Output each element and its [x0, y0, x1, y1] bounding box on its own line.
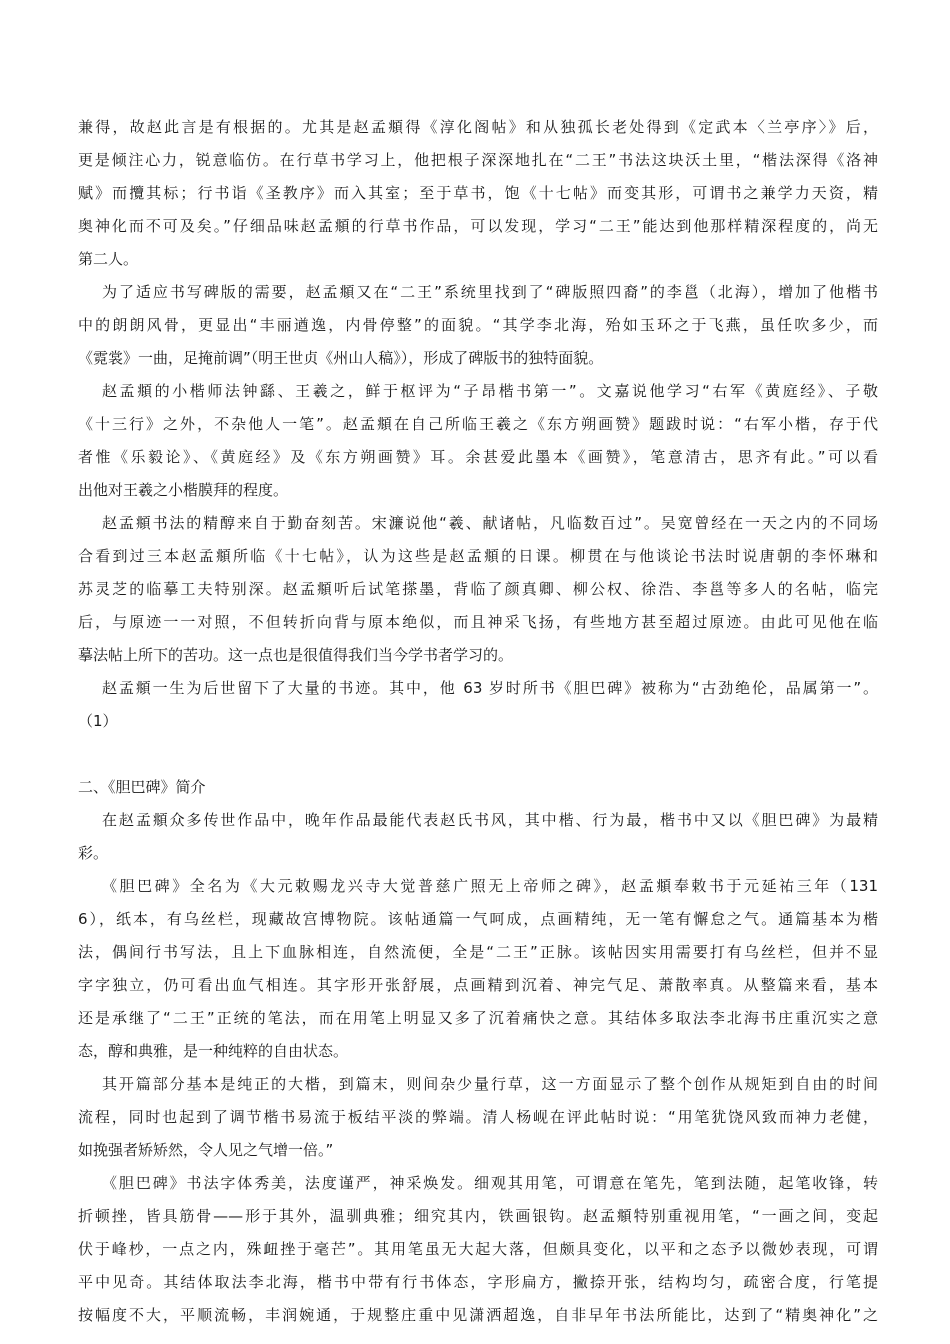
text-line: 态，醇和典雅，是一种纯粹的自由状态。	[78, 1042, 349, 1060]
paragraph-first-line: 在赵孟頫众多传世作品中，晚年作品最能代表赵氏书风，其中楷、行为最，楷书中又以《胆巴碑》为最精	[102, 811, 878, 829]
text-line: 赋》而攬其标；行书诣《圣教序》而入其室；至于草书，饱《十七帖》而变其形，可谓书之兼学力天资，精	[78, 184, 878, 202]
text-line: 第二人。	[78, 250, 139, 268]
section-heading: 二、《胆巴碑》简介	[78, 778, 206, 796]
text-line: 奥神化而不可及矣。”仔细品味赵孟頫的行草书作品，可以发现，学习“二王”能达到他那样精深程度的，尚无	[78, 217, 878, 235]
paragraph-first-line: 赵孟頫的小楷师法钟繇、王羲之，鲜于枢评为“子昂楷书第一”。文嘉说他学习“右军《黄庭经》、子敬	[102, 382, 878, 400]
text-line: 彩。	[78, 844, 109, 862]
text-line: 更是倾注心力，锐意临仿。在行草书学习上，他把根子深深地扎在“二王”书法这块沃土里，“楷法深得《洛神	[78, 151, 878, 169]
paragraph-first-line: 《胆巴碑》全名为《大元敕赐龙兴寺大觉普慈广照无上帝师之碑》，赵孟頫奉敕书于元延祐三年（131	[102, 877, 878, 895]
text-line: 按幅度不大，平顺流畅，丰润婉通，于规整庄重中见潇洒超逸，自非早年书法所能比，达到了“精奥神化”之	[78, 1306, 878, 1324]
text-line: 如挽强者矫矫然，令人见之气增一倍。”	[78, 1141, 334, 1159]
text-line: 合看到过三本赵孟頫所临《十七帖》，认为这些是赵孟頫的日课。柳贯在与他谈论书法时说唐朝的李怀琳和	[78, 547, 878, 565]
text-line: 苏灵芝的临摹工夫特别深。赵孟頫听后试笔搽墨，背临了颜真卿、柳公权、徐浩、李邕等多人的名帖，临完	[78, 580, 878, 598]
text-line: 折顿挫，皆具筋骨——形于其外，温驯典雅；细究其内，铁画银钩。赵孟頫特别重视用笔，“一画之间，变起	[78, 1207, 878, 1225]
text-line: 6），纸本，有乌丝栏，现藏故宫博物院。该帖通篇一气呵成，点画精纯，无一笔有懈怠之气。通篇基本为楷	[78, 910, 878, 928]
text-line: 中的朗朗风骨，更显出“丰丽遒逸，内骨停整”的面貌。“其学李北海，殆如玉环之于飞燕，虽任吹多少，而	[78, 316, 878, 334]
text-line: 还是承继了“二王”正统的笔法，而在用笔上明显又多了沉着痛快之意。其结体多取法李北海书庄重沉实之意	[78, 1009, 878, 1027]
text-line: 兼得，故赵此言是有根据的。尤其是赵孟頫得《淳化阁帖》和从独孤长老处得到《定武本〈兰亭序〉》后，	[78, 118, 878, 136]
paragraph-first-line: 赵孟頫书法的精醇来自于勤奋刻苦。宋濂说他“羲、献诸帖，凡临数百过”。吴宽曾经在一天之内的不同场	[102, 514, 878, 532]
paragraph-first-line: 其开篇部分基本是纯正的大楷，到篇末，则间杂少量行草，这一方面显示了整个创作从规矩到自由的时间	[102, 1075, 878, 1093]
paragraph-first-line: 《胆巴碑》书法字体秀美，法度谨严，神采焕发。细观其用笔，可谓意在笔先，笔到法随，起笔收锋，转	[102, 1174, 878, 1192]
text-line: 法，偶间行书写法，且上下血脉相连，自然流便，全是“二王”正脉。该帖因实用需要打有乌丝栏，但并不显	[78, 943, 878, 961]
text-line: 平中见奇。其结体取法李北海，楷书中带有行书体态，字形扁方，撇捺开张，结构均匀，疏密合度，行笔提	[78, 1273, 878, 1291]
text-line: 者惟《乐毅论》、《黄庭经》及《东方朔画赞》耳。余甚爱此墨本《画赞》，笔意清古，思齐有此。”可以看	[78, 448, 878, 466]
text-line: 后，与原迹一一对照，不但转折向背与原本绝似，而且神采飞扬，有些地方甚至超过原迹。由此可见他在临	[78, 613, 878, 631]
text-line: 出他对王羲之小楷膜拜的程度。	[78, 481, 289, 499]
paragraph-first-line: 为了适应书写碑版的需要，赵孟頫又在“二王”系统里找到了“碑版照四裔”的李邕（北海），增加了他楷书	[102, 283, 878, 301]
paragraph-first-line: 赵孟頫一生为后世留下了大量的书迹。其中，他 63 岁时所书《胆巴碑》被称为“古劲绝伦，品属第一”。	[102, 679, 878, 697]
text-line: 《霓裳》一曲，足掩前调”（明王世贞《州山人稿》），形成了碑版书的独特面貌。	[78, 349, 604, 367]
text-line: 伏于峰杪，一点之内，殊衄挫于毫芒”。其用笔虽无大起大落，但颇具变化，以平和之态予以微妙表现，可谓	[78, 1240, 878, 1258]
footnote-marker: （1）	[78, 712, 118, 730]
text-line: 《十三行》之外，不杂他人一笔”。赵孟頫在自己所临王羲之《东方朔画赞》题跋时说：“右军小楷，存于代	[78, 415, 878, 433]
text-line: 字字独立，仍可看出血气相连。其字形开张舒展，点画精到沉着、神完气足、萧散率真。从整篇来看，基本	[78, 976, 878, 994]
text-line: 流程，同时也起到了调节楷书易流于板结平淡的弊端。清人杨岘在评此帖时说：“用笔犹饶风致而神力老健，	[78, 1108, 878, 1126]
text-line: 摹法帖上所下的苦功。这一点也是很值得我们当今学书者学习的。	[78, 646, 514, 664]
